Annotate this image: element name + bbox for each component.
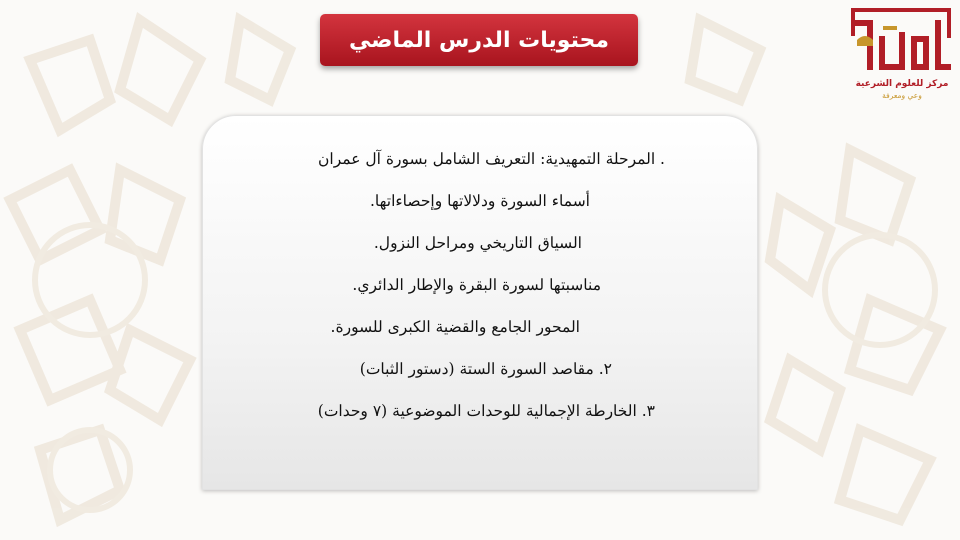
content-item-context: السياق التاريخي ومراحل النزول. — [373, 234, 582, 252]
content-item-map: ٣. الخارطة الإجمالية للوحدات الموضوعية (٧ وحدات) — [317, 402, 655, 420]
content-list — [203, 147, 757, 441]
content-item-relation: مناسبتها لسورة البقرة والإطار الدائري. — [352, 276, 601, 294]
content-item-names: أسماء السورة ودلالاتها وإحصاءاتها. — [369, 192, 590, 210]
slide-title-bar — [320, 14, 638, 66]
content-item-axis: المحور الجامع والقضية الكبرى للسورة. — [330, 318, 580, 336]
logo-subtitle: وعي ومعرفة — [882, 91, 922, 100]
slide-title: محتويات الدرس الماضي — [348, 27, 610, 53]
content-item-objectives: ٢. مقاصد السورة الستة (دستور الثبات) — [359, 360, 612, 378]
logo-tagline: مركز للعلوم الشرعية — [855, 79, 949, 89]
content-card — [202, 115, 758, 490]
content-item-intro: . المرحلة التمهيدية: التعريف الشامل بسورة آل عمران — [318, 150, 665, 168]
